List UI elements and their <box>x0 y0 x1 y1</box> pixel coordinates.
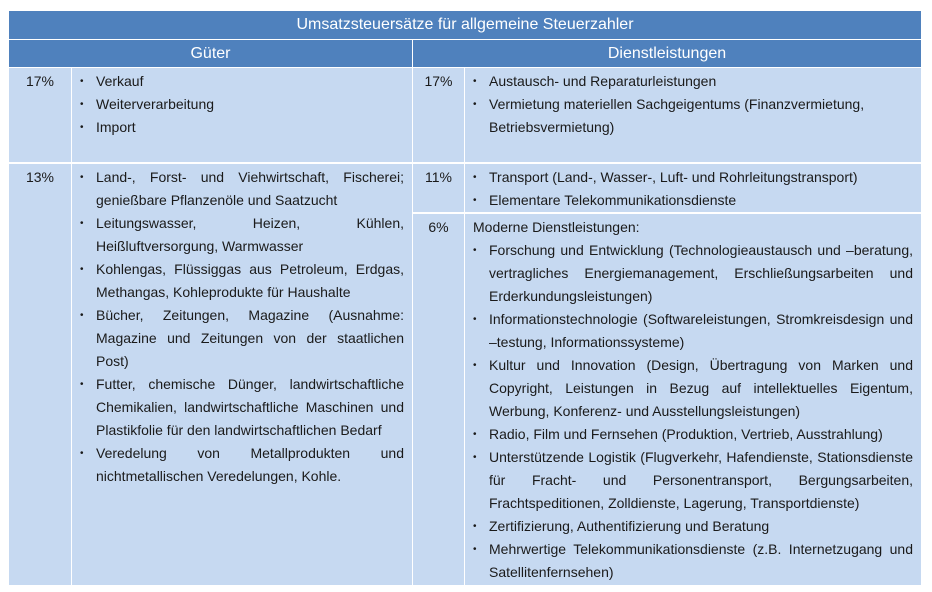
list-item: • Bücher, Zeitungen, Magazine (Ausnahme: Magazine und Zeitungen von der staatlichen Post) <box>80 304 404 373</box>
goods-items-13 <box>72 164 412 585</box>
list-item: • Kohlengas, Flüssiggas aus Petroleum, Erdgas, Methangas, Kohleprodukte für Haushalte <box>80 258 404 304</box>
goods-rate-17: 17% <box>9 68 71 162</box>
list-item: • Import <box>80 116 404 139</box>
goods-items-17 <box>72 68 412 162</box>
goods-header: Güter <box>9 40 412 67</box>
list-item: • Unterstützende Logistik (Flugverkehr, Hafendienste, Stationsdienste für Fracht- und Personentransport, Bergungsarbeiten, Frachtspeditionen, Zolldienste, Lagerung, Transportdienste) <box>473 446 913 515</box>
list-item: • Zertifizierung, Authentifizierung und Beratung <box>473 515 913 538</box>
list-item: • Veredelung von Metallprodukten und nichtmetallischen Veredelungen, Kohle. <box>80 442 404 488</box>
services-rate-11: 11% <box>413 164 464 212</box>
services-rate-6: 6% <box>413 214 464 585</box>
services-6-intro: Moderne Dienstleistungen: <box>473 219 640 235</box>
services-items-11 <box>465 164 921 212</box>
list-item: • Radio, Film und Fernsehen (Produktion, Vertrieb, Ausstrahlung) <box>473 423 913 446</box>
list-item: • Weiterverarbeitung <box>80 93 404 116</box>
list-item: • Kultur und Innovation (Design, Übertragung von Marken und Copyright, Leistungen in Bezug auf intellektuelles Eigentum, Werbung, Konferenz- und Ausstellungsleistungen) <box>473 354 913 423</box>
services-items-17 <box>465 68 921 162</box>
services-header: Dienstleistungen <box>413 40 921 67</box>
list-item: • Mehrwertige Telekommunikationsdienste (z.B. Internetzugang und Satellitenfernsehen) <box>473 538 913 584</box>
vat-rates-table <box>9 11 921 585</box>
list-item: • Leitungswasser, Heizen, Kühlen, Heißluftversorgung, Warmwasser <box>80 212 404 258</box>
list-item: • Elementare Telekommunikationsdienste <box>473 189 913 212</box>
list-item: • Verkauf <box>80 70 404 93</box>
list-item: • Austausch- und Reparaturleistungen <box>473 70 913 93</box>
list-item: • Forschung und Entwicklung (Technologieaustausch und –beratung, vertragliches Energiemanagement, Erschließungsarbeiten und Erderkundungsleistungen) <box>473 239 913 308</box>
list-item: • Transport (Land-, Wasser-, Luft- und Rohrleitungstransport) <box>473 166 913 189</box>
list-item: • Vermietung materiellen Sachgeigentums (Finanzvermietung, Betriebsvermietung) <box>473 93 913 139</box>
list-item: • Informationstechnologie (Softwareleistungen, Stromkreisdesign und –testung, Informationssysteme) <box>473 308 913 354</box>
list-item: • Land-, Forst- und Viehwirtschaft, Fischerei; genießbare Pflanzenöle und Saatzucht <box>80 166 404 212</box>
services-rate-17: 17% <box>413 68 464 162</box>
list-item: • Futter, chemische Dünger, landwirtschaftliche Chemikalien, landwirtschaftliche Maschinen und Plastikfolie für den landwirtschaftlichen Bedarf <box>80 373 404 442</box>
goods-rate-13: 13% <box>9 164 71 585</box>
table-title: Umsatzsteuersätze für allgemeine Steuerzahler <box>9 11 921 39</box>
services-items-6 <box>465 214 921 585</box>
